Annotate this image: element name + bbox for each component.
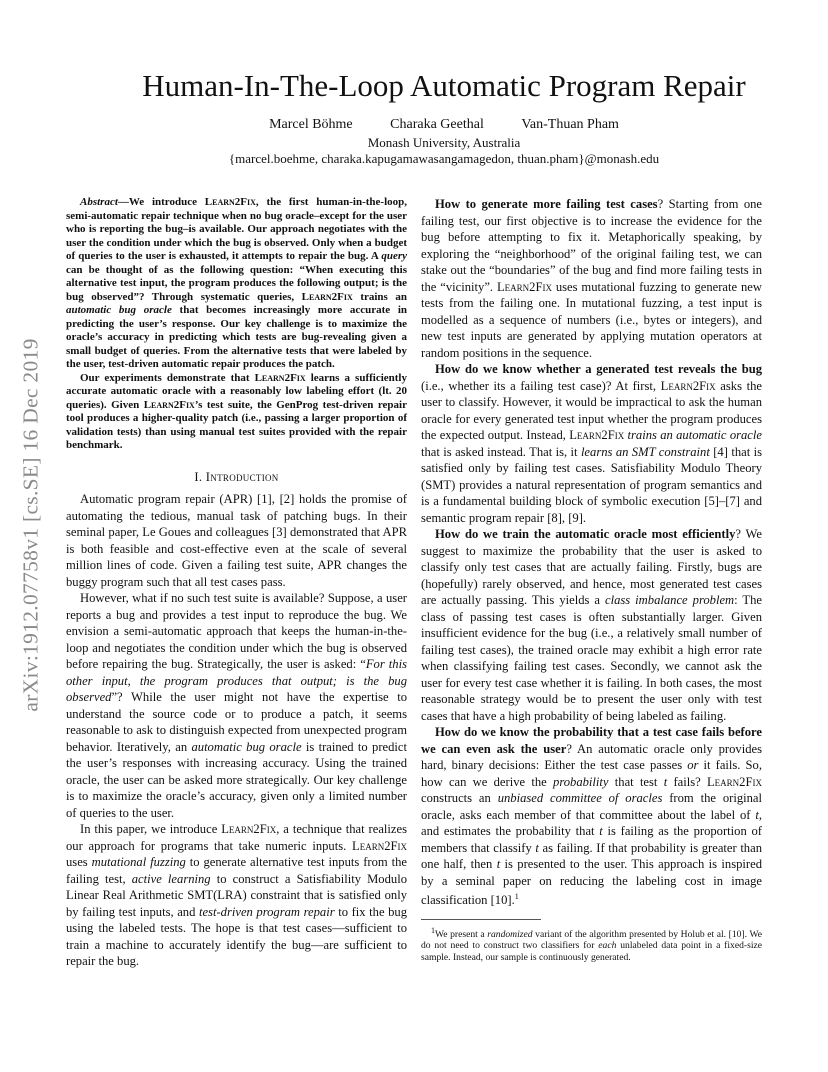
- footnote: [421, 925, 762, 964]
- question-heading: How do we know the probability that a test case fails before we can even ask the user: [421, 725, 762, 756]
- body-paragraph: [421, 724, 762, 909]
- author-name: Marcel Böhme: [269, 117, 353, 132]
- text: ? Starting from one failing test, our first objective is to increase the evidence for the bug before attempting to fix it. Metaphorically speaking, by exploring the “neighborhood” of the original failing test, we can stake out the “boundaries” of the bug and find more failing tests in the “vicinity”.: [421, 197, 763, 294]
- text: each: [598, 940, 617, 952]
- math-var: t: [755, 807, 759, 822]
- tool-name: Learn2Fix: [660, 378, 716, 393]
- abstract: [66, 196, 407, 453]
- text: However, what if no such test suite is available? Suppose, a user reports a bug and provides a test input to reproduce the bug. We envision a semi-automatic approach that keeps the human-in-the-loop and negotiates the condition under which the bug is observed before repairing the bug. Strategically, the user is asked: “: [66, 591, 407, 671]
- text: from the original oracle, asks each member of that committee about the label of: [421, 791, 763, 822]
- text: as failing. If that probability is greater than one half, then: [421, 840, 762, 871]
- text: ? An automatic oracle only provides hard, binary decisions: Either the test case passes: [421, 741, 762, 772]
- text: uses mutational fuzzing to generate new tests from the failing one. In mutational fuzzing, a test input is modelled as a sequence of numbers (i.e., bytes or integers), and new test inputs are generated by applying mutation operators at random positions in the sequence.: [421, 279, 762, 360]
- text: randomized: [487, 928, 533, 940]
- math-var: t: [599, 824, 603, 838]
- text: to generate alternative test inputs from the failing test,: [66, 855, 407, 886]
- text: is presented to the user. This approach is inspired by a seminal paper on reducing the labeling cost in image classification [10].: [421, 857, 762, 908]
- footnote-number: 1: [431, 925, 435, 935]
- math-var: t: [663, 774, 668, 789]
- text: ”? While the user might not have the expertise to understand the source code or to produce a patch, it seems reasonable to ask to distinguish expected from unexpected program behavior. Iteratively, an: [66, 690, 407, 754]
- text: Our experiments demonstrate that: [80, 371, 255, 384]
- abstract-label: Abstract: [80, 196, 118, 208]
- text: automatic bug oracle: [191, 739, 302, 754]
- text: ? We suggest to maximize the probability that the user is asked to classify only test cases that are actually failing. Firstly, bugs are (hopefully) rarely observed, and hence, most generated test cases are actually passing. This yields a: [421, 527, 762, 607]
- abstract-paragraph: [66, 372, 407, 453]
- footnote-marker[interactable]: 1: [514, 892, 519, 901]
- body-paragraph: [66, 821, 407, 970]
- tool-name: Learn2Fix: [706, 774, 762, 789]
- text: uses: [66, 855, 92, 869]
- body-paragraph: Automatic program repair (APR) [1], [2] holds the promise of automating the tedious, manual task of patching bugs. In their seminal paper, Le Goues and colleagues [3] demonstrated that APR is both feasible and cost-effective even at the scale of several million lines of code. Given a failing test suite, APR changes the buggy program such that all test cases pass.: [66, 492, 407, 589]
- text: We present a: [435, 928, 488, 940]
- footnote-divider: [421, 919, 541, 920]
- left-column: [66, 196, 407, 970]
- text: test-driven program repair: [198, 904, 335, 919]
- text: query: [381, 250, 407, 262]
- text: learns an SMT constraint: [580, 444, 710, 459]
- author-name: Van-Thuan Pham: [521, 117, 619, 132]
- text: —We introduce: [117, 196, 205, 208]
- question-heading: How to generate more failing test cases: [435, 197, 658, 211]
- text: In this paper, we introduce: [80, 822, 222, 836]
- body-paragraph: [421, 526, 762, 724]
- text: variant of the algorithm presented by Holub et al. [10]. We do not need to construct two classifiers for: [421, 928, 762, 952]
- text: , the first human-in-the-loop, semi-automatic repair technique when no bug oracle–except for the user who is reporting the bug–is available. Our approach negotiates with the user the condition under which the bug is observed. Only when a budget of queries to the user is exhausted, it attempts to repair the bug. A: [66, 196, 407, 262]
- body-paragraph: [421, 361, 762, 526]
- abstract-paragraph: [66, 196, 407, 372]
- author-list: [60, 117, 828, 133]
- text: that becomes increasingly more accurate in predicting the user’s response. Our key challenge is to maximize the oracle’s accuracy in predicting which tests are bug-revealing given a small budget of queries. From the alternative tests that were labeled by the user, test-driven automatic repair produces the patch.: [66, 304, 408, 370]
- text: unlabeled data point in a fixed-size sample. Instead, our sample is continuously generated.: [421, 940, 762, 963]
- text: can be thought of as the following question: “When executing this alternative test input, the program produces the following output; is the bug observed”? Through systematic queries,: [66, 263, 407, 303]
- text: or: [687, 758, 699, 772]
- text: automatic bug oracle: [66, 304, 172, 316]
- text: mutational fuzzing: [91, 855, 186, 869]
- text: is failing as the proportion of members that classify: [421, 824, 762, 855]
- tool-name: Learn2Fix: [496, 279, 552, 294]
- text: it fails. So, how can we derive the: [421, 758, 762, 789]
- right-column: [421, 196, 762, 963]
- tool-name: Learn2Fix: [221, 822, 277, 836]
- text: (i.e., whether its a failing test case)? At first,: [421, 378, 661, 393]
- text: probability: [553, 774, 609, 789]
- tool-name: Learn2Fix: [352, 838, 407, 853]
- text: fails?: [667, 774, 707, 789]
- question-heading: How do we know whether a generated test reveals the bug: [435, 362, 762, 376]
- text: trains an: [352, 290, 407, 303]
- text: trains an automatic oracle: [627, 428, 762, 442]
- tool-name: Learn2Fix: [254, 371, 306, 384]
- text: active learning: [131, 871, 211, 886]
- tool-name: Learn2Fix: [301, 290, 353, 303]
- text: [4] that is satisfied only by failing test cases. Satisfiability Modulo Theory (SMT) provides a natural representation of program semantics and is a fundamental building block of symbolic execution [5]–[7] and semantic program repair [8], [9].: [421, 444, 762, 525]
- text: ’s test suite, the GenProg test-driven repair tool produces a higher-quality patch (i.e., passing a larger proportion of validation tests) than using manual test suites provided with the repair benchmark.: [66, 398, 407, 451]
- question-heading: How do we train the automatic oracle most efficiently: [435, 527, 736, 541]
- body-paragraph: [66, 590, 407, 821]
- text: learns a sufficiently accurate automatic oracle with a reasonably low labeling effort (lt. 20 queries). Given: [66, 371, 407, 411]
- author-emails: {marcel.boehme, charaka.kapugamawasangamagedon, thuan.pham}@monash.edu: [228, 151, 660, 166]
- text: : The class of passing test cases is often substantially larger. Given insufficient evidence for the bug (i.e., a relatively small number of failing test cases), the trained oracle may exhibit a high error rate when classifying failing test cases. Secondly, we cannot ask the user for every test case whether it is failing. In both cases, the most reasonable strategy would be to present the user only with test cases that have a high probability of being labeled as failing.: [421, 593, 763, 723]
- paper-title: Human-In-The-Loop Automatic Program Repair: [142, 68, 746, 103]
- text: unbiased committee of oracles: [497, 791, 663, 805]
- arxiv-identifier: arXiv:1912.07758v1 [cs.SE] 16 Dec 2019: [18, 338, 43, 712]
- math-var: t: [496, 857, 501, 871]
- text: , a technique that realizes our approach for programs that take numeric inputs.: [66, 822, 407, 853]
- text: asks the user to classify. However, it would be impractical to ask the human oracle for every generated test input whether the program produces the expected output. Instead,: [421, 378, 763, 442]
- section-heading: I. Introduction: [194, 469, 279, 484]
- text: is trained to predict the user’s responses with increasing accuracy. Using the trained oracle, the user can be asked more strategically. Our key challenge is to maximize the oracle’s accuracy, given only a limited number of queries to the user.: [66, 739, 407, 820]
- text: For this other input, the program produces that output; is the bug observed: [66, 657, 407, 704]
- affiliation: Monash University, Australia: [367, 135, 521, 150]
- text: to fix the bug using the labeled tests. The hope is that test cases—sufficient to train a machine to accurately identify the bug—are sufficient to repair the bug.: [66, 904, 407, 968]
- text: that test: [608, 774, 664, 789]
- tool-name: Learn2Fix: [204, 196, 256, 208]
- text: class imbalance problem: [605, 593, 735, 607]
- tool-name: Learn2Fix: [569, 428, 625, 442]
- arxiv-sidebar: [16, 290, 46, 760]
- author-name: Charaka Geethal: [390, 117, 484, 132]
- text: constructs an: [421, 791, 498, 805]
- math-var: t: [535, 840, 539, 855]
- text: that is asked instead. That is, it: [421, 444, 581, 459]
- tool-name: Learn2Fix: [143, 398, 195, 411]
- body-paragraph: [421, 196, 762, 361]
- text: to construct a Satisfiability Modulo Linear Real Arithmetic SMT(LRA) constraint that is satisfied only by failing test inputs, and: [66, 871, 407, 919]
- text: , and estimates the probability that: [421, 807, 762, 838]
